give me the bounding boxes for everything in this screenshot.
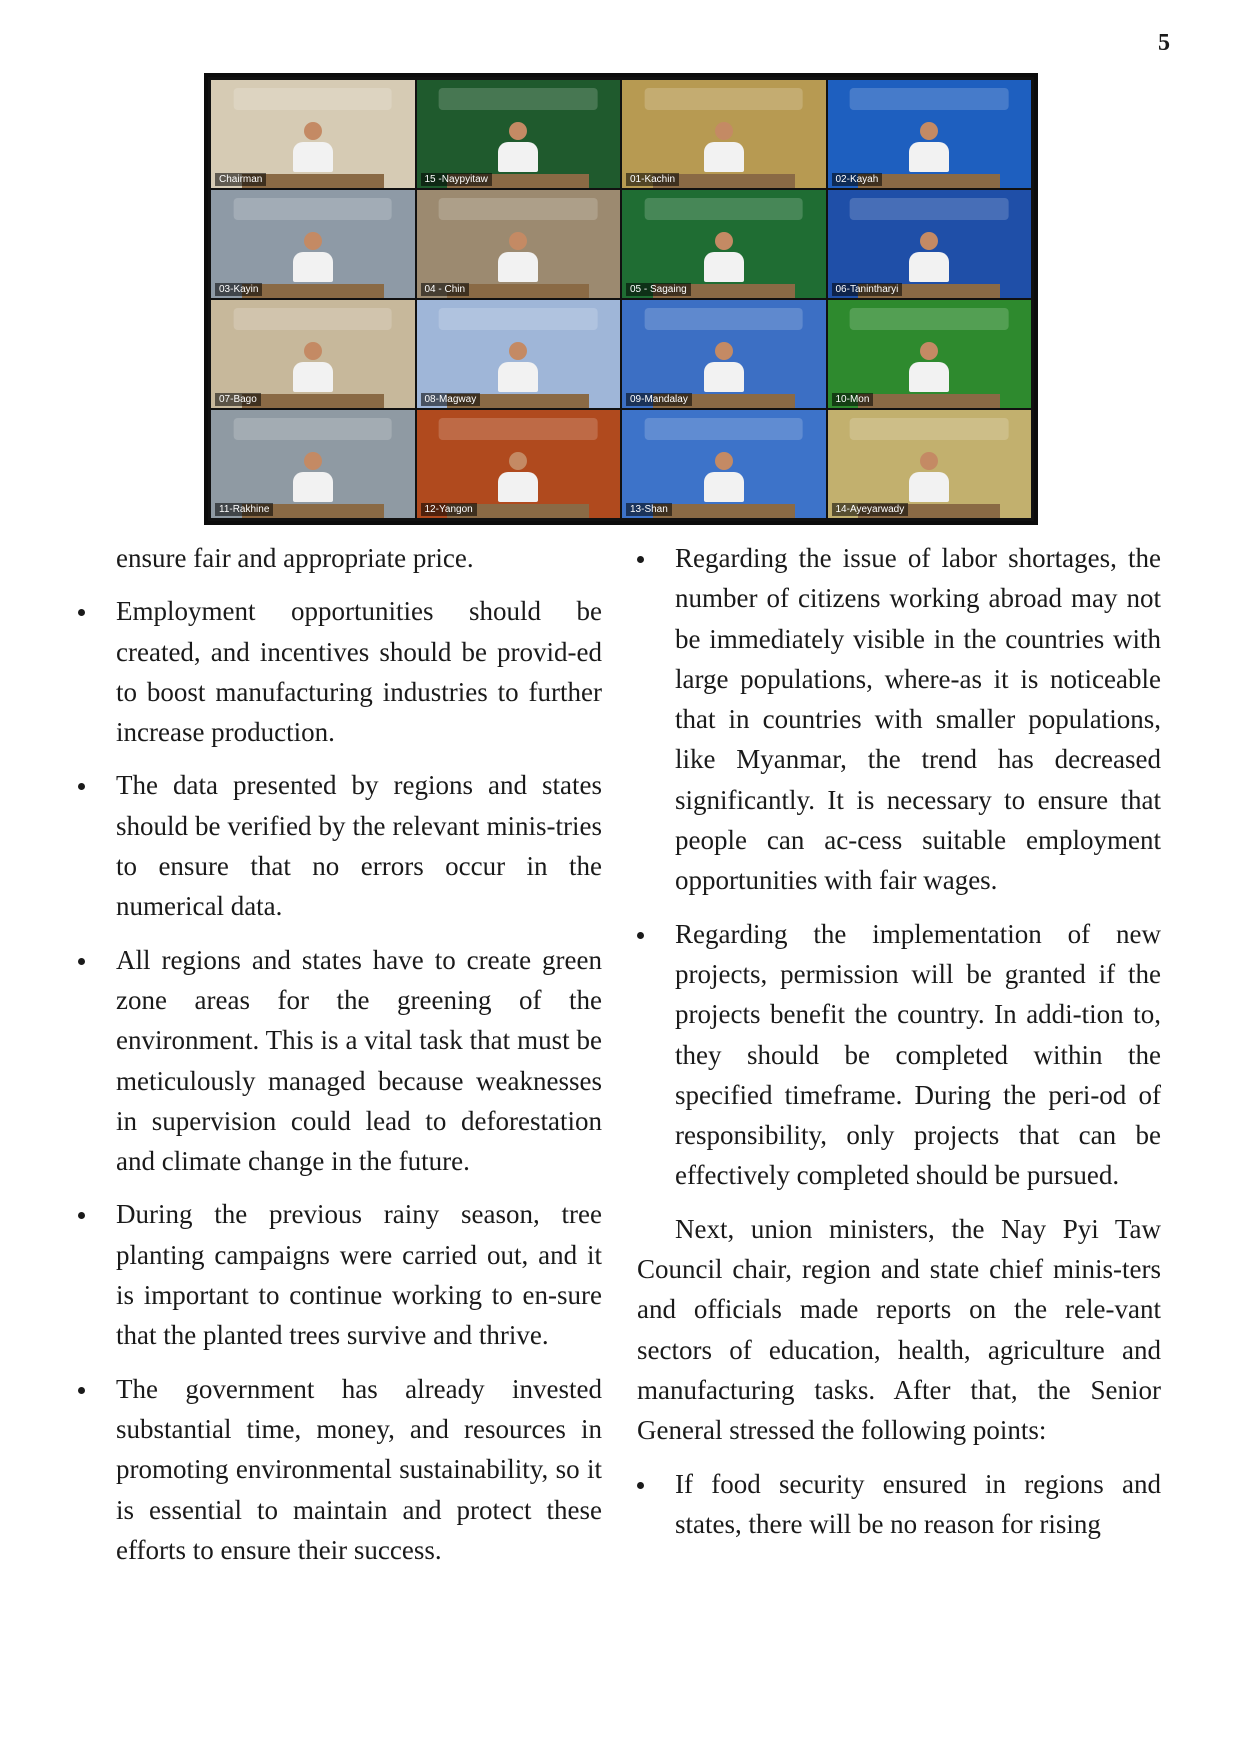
regional-banner <box>644 418 803 440</box>
participant-figure <box>293 452 333 504</box>
tile-label: 02-Kayah <box>832 173 883 186</box>
bullet-text: Regarding the issue of labor shortages, the number of citizens working abroad may not be immediately visible in the countries with large populations, where-as it is noticeable that in countries with smaller populations, like Myanmar, the trend has decreased significantly. It is necessary to ensure that people can ac-cess suitable employment opportunities with fair wages. <box>675 543 1161 896</box>
tile-label: 11-Rakhine <box>215 503 273 516</box>
desk <box>653 504 795 518</box>
regional-banner <box>644 308 803 330</box>
bullet-item <box>637 914 1161 1196</box>
regional-banner <box>439 198 598 220</box>
regional-banner <box>850 418 1009 440</box>
tile-label: 03-Kayin <box>215 283 262 296</box>
video-tile <box>211 80 415 188</box>
participant-figure <box>909 122 949 174</box>
participant-figure <box>293 122 333 174</box>
regional-banner <box>850 308 1009 330</box>
participant-figure <box>498 342 538 394</box>
bullet-item <box>78 765 602 926</box>
right-bullet-list-top <box>637 538 1161 1196</box>
tile-label: 10-Mon <box>832 393 874 406</box>
tile-label: 09-Mandalay <box>626 393 692 406</box>
participant-figure <box>293 342 333 394</box>
bullet-icon <box>78 1387 85 1394</box>
tile-label: 12-Yangon <box>421 503 477 516</box>
bullet-text: Regarding the implementation of new projects, permission will be granted if the projects benefit the country. In addi-tion to, they should be completed within the specified timeframe. During the peri-od of responsibility, only projects that can be effectively completed should be pursued. <box>675 918 1161 1191</box>
video-tile <box>417 190 621 298</box>
video-tile <box>211 190 415 298</box>
video-tile <box>211 300 415 408</box>
regional-banner <box>233 418 392 440</box>
video-tile <box>828 410 1032 518</box>
continuation-text: ensure fair and appropriate price. <box>116 543 474 573</box>
bullet-item <box>78 1369 602 1570</box>
bullet-text: If food security ensured in regions and states, there will be no reason for rising <box>675 1468 1161 1539</box>
regional-banner <box>850 88 1009 110</box>
tile-label: 05 - Sagaing <box>626 283 691 296</box>
bullet-icon <box>637 932 644 939</box>
participant-figure <box>704 342 744 394</box>
participant-figure <box>498 122 538 174</box>
tile-label: 06-Tanintharyi <box>832 283 903 296</box>
desk <box>242 394 384 408</box>
video-conference-photo <box>204 73 1038 525</box>
desk <box>242 284 384 298</box>
bullet-icon <box>78 958 85 965</box>
bullet-text: The data presented by regions and states should be verified by the relevant minis-tries to ensure that no errors occur in the numerical data. <box>116 770 602 922</box>
participant-figure <box>909 342 949 394</box>
video-tile <box>622 190 826 298</box>
video-tile <box>622 410 826 518</box>
tile-label: Chairman <box>215 173 266 186</box>
regional-banner <box>644 88 803 110</box>
video-tile <box>828 190 1032 298</box>
bullet-item <box>78 591 602 752</box>
regional-banner <box>233 198 392 220</box>
video-tile <box>828 80 1032 188</box>
video-tile <box>417 410 621 518</box>
bullet-icon <box>78 1212 85 1219</box>
video-tile <box>622 80 826 188</box>
video-tile <box>828 300 1032 408</box>
bullet-item <box>78 940 602 1182</box>
bullet-item <box>78 1194 602 1355</box>
regional-banner <box>644 198 803 220</box>
participant-figure <box>704 122 744 174</box>
participant-figure <box>293 232 333 284</box>
regional-banner <box>439 418 598 440</box>
tile-label: 14-Ayeyarwady <box>832 503 909 516</box>
bullet-item <box>637 1464 1161 1545</box>
participant-figure <box>909 452 949 504</box>
page-number: 5 <box>1158 30 1170 56</box>
participant-figure <box>498 452 538 504</box>
bullet-icon <box>637 1482 644 1489</box>
tile-label: 07-Bago <box>215 393 261 406</box>
tile-label: 04 - Chin <box>421 283 470 296</box>
bullet-text: Employment opportunities should be created, and incentives should be provid-ed to boost manufacturing industries to further increase production. <box>116 596 602 748</box>
left-bullet-list <box>78 591 602 1570</box>
video-tile <box>211 410 415 518</box>
video-tile <box>622 300 826 408</box>
bullet-text: During the previous rainy season, tree planting campaigns were carried out, and it is important to continue working to en-sure that the planted trees survive and thrive. <box>116 1199 602 1351</box>
right-bullet-list-bottom <box>637 1464 1161 1545</box>
bullet-icon <box>78 609 85 616</box>
participant-figure <box>704 452 744 504</box>
participant-figure <box>909 232 949 284</box>
tile-label: 01-Kachin <box>626 173 679 186</box>
tile-label: 15 -Naypyitaw <box>421 173 492 186</box>
regional-banner <box>850 198 1009 220</box>
regional-banner <box>439 88 598 110</box>
right-column <box>637 538 1161 1557</box>
desk <box>858 394 1000 408</box>
bullet-item <box>637 538 1161 901</box>
bullet-icon <box>78 783 85 790</box>
video-tile <box>417 300 621 408</box>
regional-banner <box>439 308 598 330</box>
bullet-text: All regions and states have to create green zone areas for the greening of the environment. This is a vital task that must be meticulously managed because weaknesses in supervision could lead to deforestation and climate change in the future. <box>116 944 602 1177</box>
body-paragraph: Next, union ministers, the Nay Pyi Taw Council chair, region and state chief minis-ters and officials made reports on the rele-vant sectors of education, health, agriculture and manufacturing tasks. After that, the Senior General stressed the following points: <box>637 1213 1161 1446</box>
participant-figure <box>498 232 538 284</box>
participant-figure <box>704 232 744 284</box>
bullet-text: The government has already invested substantial time, money, and resources in promoting environmental sustainability, so it is essential to maintain and protect these efforts to ensure their success. <box>116 1373 602 1565</box>
bullet-icon <box>637 556 644 563</box>
left-column <box>78 538 602 1583</box>
tile-label: 13-Shan <box>626 503 672 516</box>
tile-label: 08-Magway <box>421 393 481 406</box>
regional-banner <box>233 308 392 330</box>
video-tile <box>417 80 621 188</box>
regional-banner <box>233 88 392 110</box>
